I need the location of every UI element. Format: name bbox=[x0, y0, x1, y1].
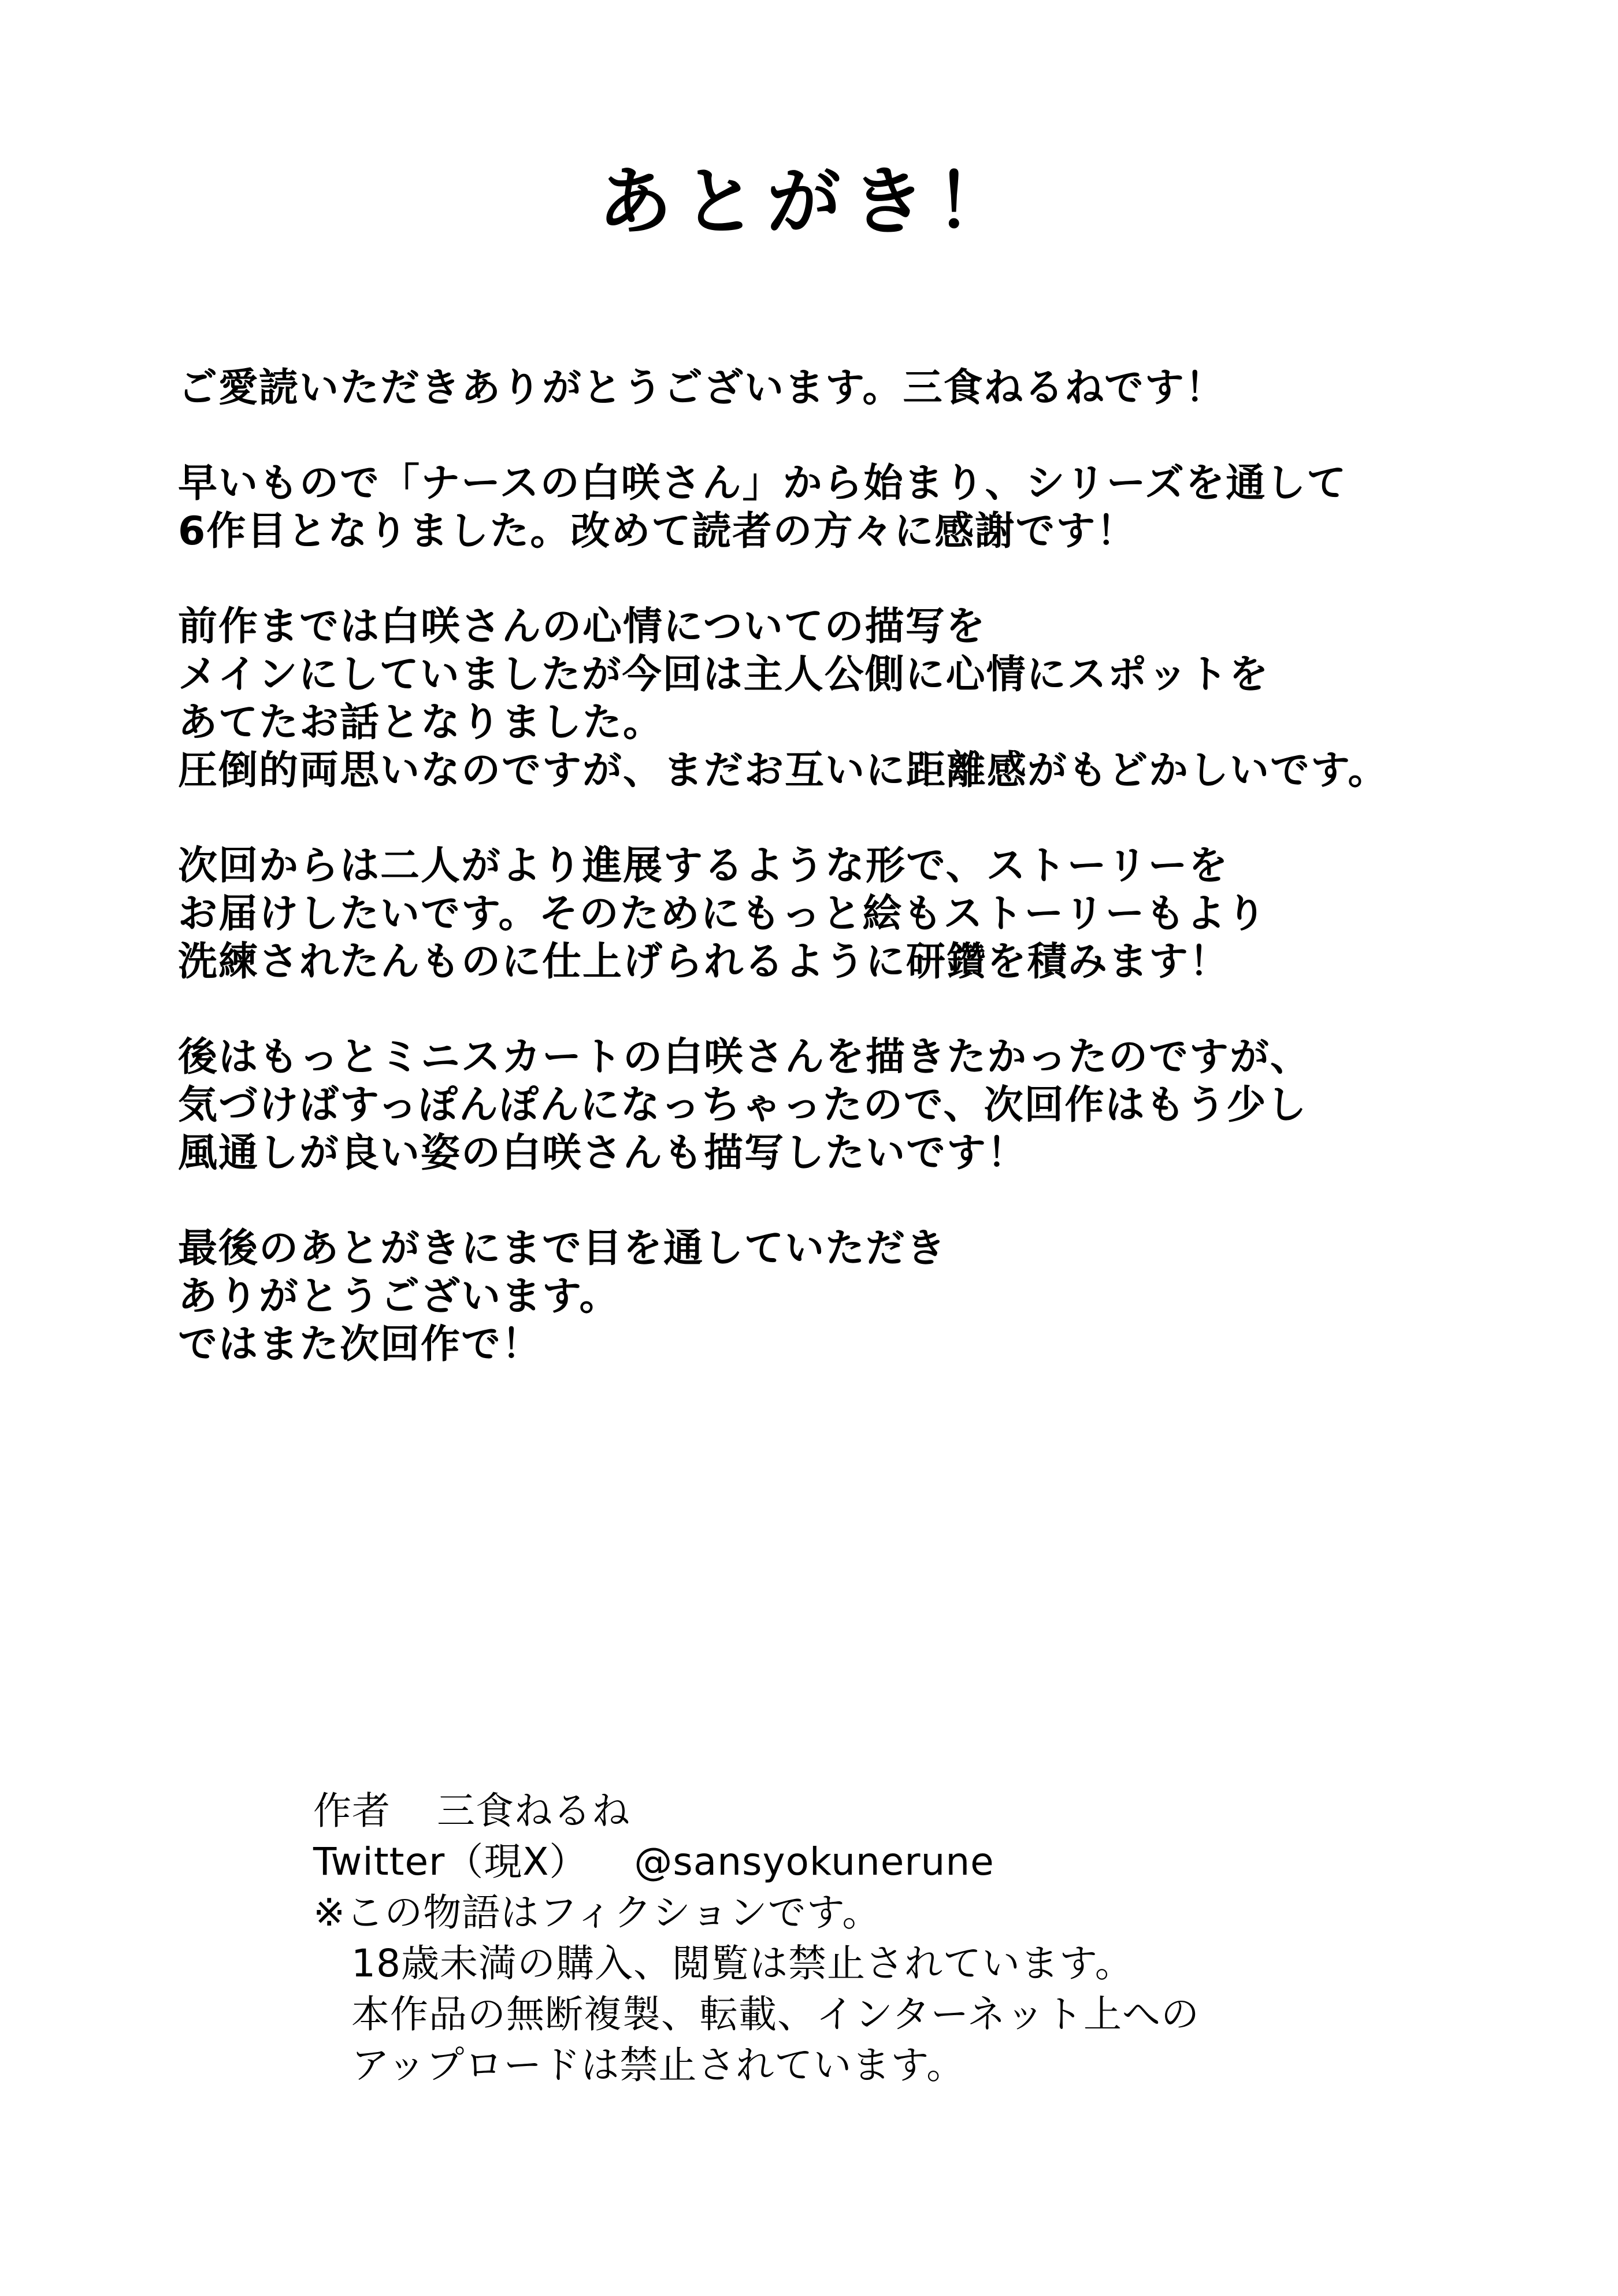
text-line: 圧倒的両思いなのですが、まだお互いに距離感がもどかしいです。 bbox=[178, 748, 1389, 793]
paragraph bbox=[178, 842, 1600, 986]
paragraph bbox=[178, 1225, 1600, 1368]
credits-block bbox=[313, 1786, 1584, 2091]
paragraph bbox=[178, 459, 1600, 555]
text-line: 早いもので「ナースの白咲さん」から始まり、シリーズを通して bbox=[178, 461, 1348, 506]
text-line: ではまた次回作で！ bbox=[178, 1322, 543, 1367]
twitter-label: Twitter（現X） bbox=[313, 1839, 588, 1884]
notice-line: 18歳未満の購入、閲覧は禁止されています。 bbox=[351, 1941, 1134, 1986]
text-line: 6作目となりました。改めて読者の方々に感謝です！ bbox=[178, 509, 1137, 554]
text-line: 気づけばすっぽんぽんになっちゃったので、次回作はもう少し bbox=[178, 1082, 1308, 1128]
twitter-handle: @sansyokunerune bbox=[634, 1839, 994, 1884]
paragraph bbox=[178, 364, 1600, 412]
text-line: 洗練されたんものに仕上げられるように研鑽を積みます！ bbox=[178, 939, 1230, 985]
page-title: あとがき！ bbox=[598, 159, 1020, 245]
paragraph bbox=[178, 1033, 1600, 1177]
text-line: お届けしたいです。そのためにもっと絵もストーリーもより bbox=[178, 891, 1267, 937]
text-line: 次回からは二人がより進展するような形で、ストーリーを bbox=[178, 843, 1229, 889]
text-line: 最後のあとがきにまで目を通していただき bbox=[178, 1226, 947, 1271]
author-label: 作者 bbox=[313, 1789, 391, 1833]
notice-line: アップロードは禁止されています。 bbox=[351, 2043, 966, 2087]
text-line: 後はもっとミニスカートの白咲さんを描きたかったのですが、 bbox=[178, 1034, 1311, 1080]
author-line bbox=[313, 1786, 1584, 1837]
text-line: 風通しが良い姿の白咲さんも描写したいです！ bbox=[178, 1130, 1028, 1176]
paragraph bbox=[178, 603, 1600, 795]
twitter-line bbox=[313, 1837, 1584, 1887]
author-name: 三食ねるね bbox=[437, 1789, 630, 1833]
notice-heading: ※この物語はフィクションです。 bbox=[313, 1890, 881, 1935]
afterword-body bbox=[178, 364, 1600, 1416]
text-line: ご愛読いただきありがとうございます。三食ねるねです！ bbox=[178, 365, 1226, 411]
text-line: ありがとうございます。 bbox=[178, 1274, 620, 1319]
text-line: 前作までは白咲さんの心情についての描写を bbox=[178, 604, 986, 650]
text-line: あてたお話となりました。 bbox=[178, 700, 664, 745]
text-line: メインにしていましたが今回は主人公側に心情にスポットを bbox=[178, 652, 1270, 698]
notice-line: 本作品の無断複製、転載、インターネット上への bbox=[351, 1992, 1200, 2037]
